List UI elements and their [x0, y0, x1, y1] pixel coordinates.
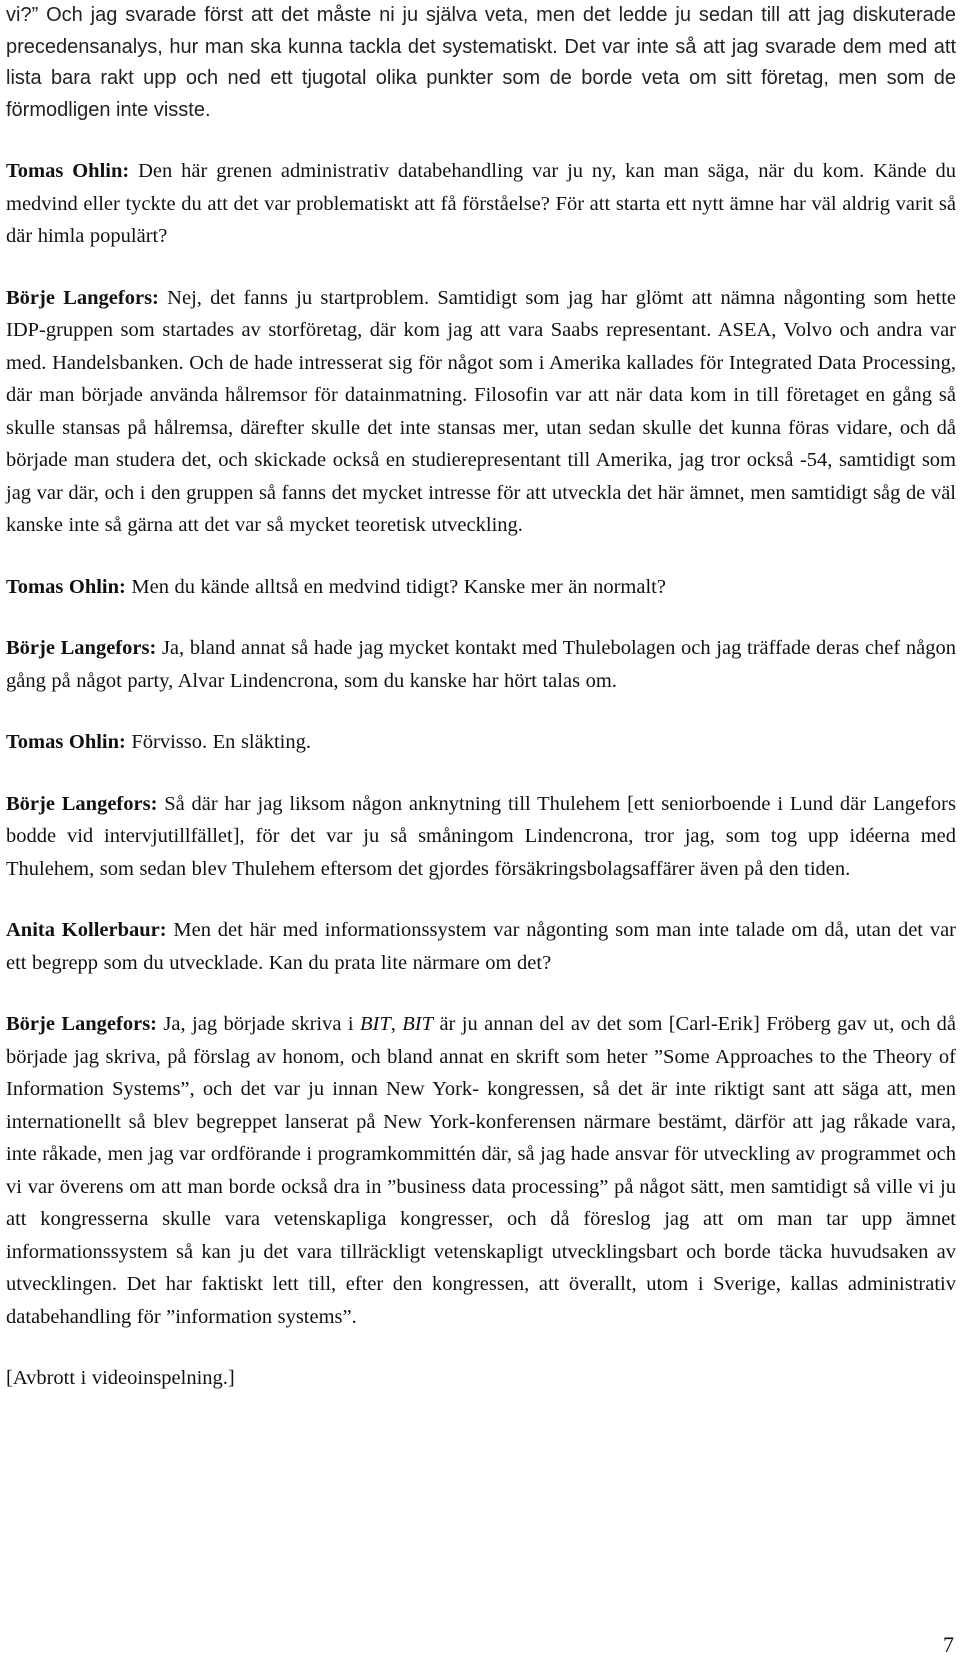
document-page	[6, 0, 956, 1395]
speaker-name: Börje Langefors:	[6, 1013, 158, 1035]
dialogue-turn	[6, 571, 956, 604]
turn-text: Ja, jag började skriva i	[157, 1013, 360, 1035]
speaker-name: Tomas Ohlin:	[6, 575, 126, 598]
turn-text: Så där har jag liksom någon anknytning till Thulehem [ett seniorboende i Lund där Langefors bodde vid intervjutillfället], för det var ju så småningom Lindencrona, tror jag, som tog upp idéerna med Thulehem, som sedan blev Thulehem eftersom det gjordes försäkringsbolagsaffärer även på den tiden.	[6, 792, 956, 880]
dialogue-turn	[6, 726, 956, 759]
journal-title: BIT	[359, 1013, 391, 1035]
turn-text: Den här grenen administrativ databehandling var ju ny, kan man säga, när du kom. Kände du medvind eller tyckte du att det var problematiskt att få förståelse? För att starta ett nytt ämne har väl aldrig varit så där himla populärt?	[6, 160, 956, 247]
turn-text: Förvisso. En släkting.	[125, 731, 311, 753]
speaker-name: Börje Langefors:	[6, 286, 159, 309]
dialogue-turn	[6, 788, 956, 886]
speaker-name: Tomas Ohlin:	[6, 731, 126, 753]
speaker-name: Börje Langefors:	[6, 637, 157, 659]
intro-paragraph: vi?” Och jag svarade först att det måste ni ju själva veta, men det ledde ju sedan till att jag diskuterade precedensanalys, hur man ska kunna tackla det systematiskt. Det var inte så att jag svarade dem med att lista bara rakt upp och ned ett tjugotal olika punkter som de borde veta om sitt företag, men som de förmodligen inte visste.	[6, 4, 956, 121]
turn-text: Nej, det fanns ju startproblem. Samtidigt som jag har glömt att nämna någonting som hette IDP-gruppen som startades av storföretag, där kom jag att vara Saabs representant. ASEA, Volvo och andra var med. Handelsbanken. Och de hade intresserat sig för något som i Amerika kallades för Integrated Data Processing, där man började använda hålremsor för datainmatning. Filosofin var att när data kom in till företaget en gång så skulle stansas på hålremsa, därefter skulle det inte stansas mer, utan sedan skulle det kunna föras vidare, och då började man studera det, och skickade också en studierepresentant till Amerika, jag tror också -54, samtidigt som jag var där, och i den gruppen så fanns det mycket intresse för att utveckla det här ämnet, men samtidigt såg de väl kanske inte så gärna att det var så mycket teoretisk utveckling.	[6, 286, 956, 536]
closing-note: [Avbrott i videoinspelning.]	[6, 1367, 235, 1389]
dialogue-turn	[6, 632, 956, 697]
turn-text: Ja, bland annat så hade jag mycket kontakt med Thulebolagen och jag träffade deras chef någon gång på något party, Alvar Lindencrona, som du kanske har hört talas om.	[6, 637, 956, 692]
turn-text: ,	[390, 1013, 403, 1035]
speaker-name: Anita Kollerbaur:	[6, 919, 167, 941]
turn-text: är ju annan del av det som [Carl-Erik] Fröberg gav ut, och då började jag skriva, på förslag av honom, och bland annat en skrift som heter ”Some Approaches to the Theory of Information Systems”, och det var ju innan New York- kongressen, så det är inte riktigt sant att säga att, men internationellt så blev begreppet lanserat på New York-konferensen närmare bestämt, därför att jag råkade vara, inte råkade, men jag var ordförande i programkommittén där, så jag hade ansvar för utveckling av programmet och vi var överens om att man borde också dra in ”business data processing” på något sätt, men samtidigt så ville vi ju att kongresserna skulle vara vetenskapliga kongresser, och då föreslog jag att om man tar upp ämnet informationssystem så kan ju det vara tillräckligt vetenskapligt utvecklingsbart och borde täcka huvudsaken av utvecklingen. Det har faktiskt lett till, efter den kongressen, att överallt, utom i Sverige, kallas administrativ databehandling för ”information systems”.	[6, 1013, 956, 1328]
speaker-name: Börje Langefors:	[6, 792, 158, 815]
turn-text: Men det här med informationssystem var någonting som man inte talade om då, utan det var ett begrepp som du utvecklade. Kan du prata lite närmare om det?	[6, 919, 956, 974]
speaker-name: Tomas Ohlin:	[6, 160, 130, 182]
journal-title: BIT	[402, 1013, 434, 1035]
turn-text: Men du kände alltså en medvind tidigt? Kanske mer än normalt?	[125, 575, 666, 598]
dialogue-turn	[6, 914, 956, 979]
page-number: 7	[943, 1632, 954, 1657]
dialogue-turn	[6, 155, 956, 253]
dialogue-turn	[6, 282, 956, 542]
dialogue-turn	[6, 1008, 956, 1333]
